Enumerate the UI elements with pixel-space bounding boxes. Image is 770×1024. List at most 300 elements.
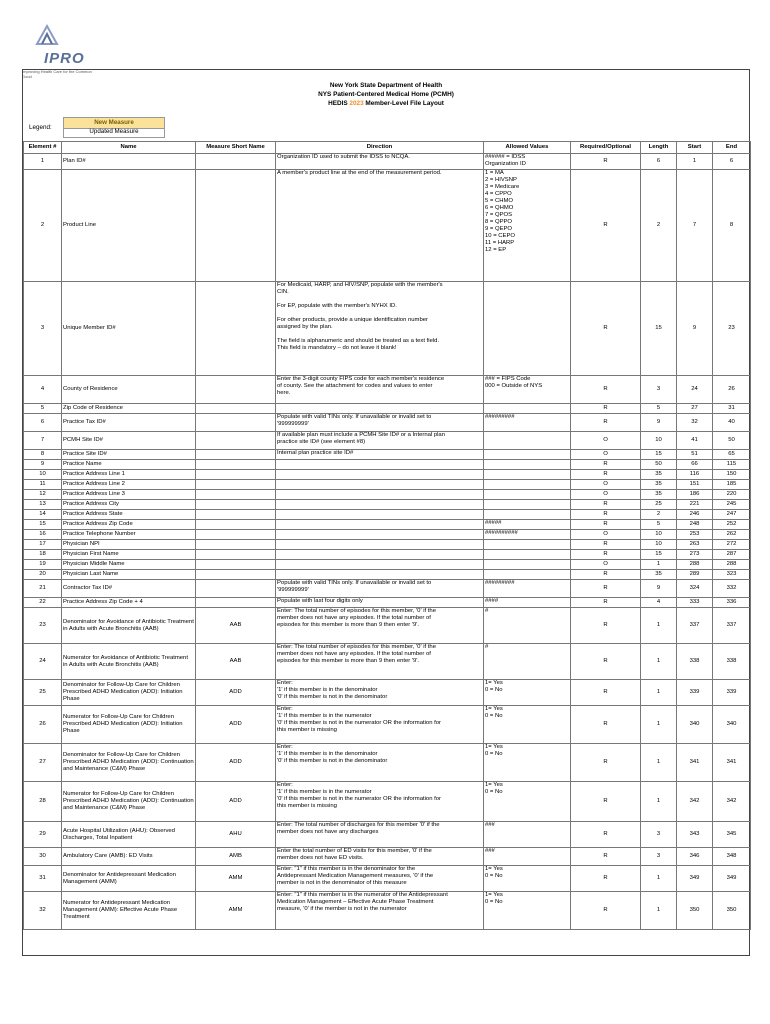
- cell-start: 9: [677, 282, 713, 376]
- cell-length: 1: [641, 892, 677, 930]
- table-row: [24, 510, 751, 520]
- cell-allowed-values-line: ### = FIPS Code: [485, 376, 531, 382]
- cell-element-number: 25: [24, 680, 62, 706]
- cell-required-optional: R: [571, 414, 641, 432]
- cell-allowed-values-line: 000 = Outside of NYS: [485, 383, 543, 389]
- cell-end: 338: [713, 644, 751, 680]
- cell-length: 1: [641, 866, 677, 892]
- cell-length: 4: [641, 598, 677, 608]
- cell-short-name: [196, 540, 276, 550]
- cell-name: Denominator for Antidepressant Medication Management (AMM): [62, 866, 196, 892]
- ipro-logo-mark-icon: [34, 22, 60, 48]
- cell-start: 324: [677, 580, 713, 598]
- cell-allowed-values-line: 7 = QPOS: [485, 212, 513, 218]
- cell-allowed-values: [484, 414, 571, 432]
- cell-end: 247: [713, 510, 751, 520]
- cell-direction: [276, 500, 484, 510]
- header-year: 2023: [349, 100, 364, 107]
- cell-end: 23: [713, 282, 751, 376]
- cell-short-name: [196, 460, 276, 470]
- cell-name: PCMH Site ID#: [62, 432, 196, 450]
- cell-element-number: 29: [24, 822, 62, 848]
- cell-short-name: AAB: [196, 644, 276, 680]
- cell-end: 6: [713, 154, 751, 170]
- cell-direction-line: Populate with last four digits only: [277, 598, 363, 604]
- cell-required-optional: R: [571, 892, 641, 930]
- cell-start: 7: [677, 170, 713, 282]
- cell-allowed-values: [484, 706, 571, 744]
- cell-required-optional: R: [571, 608, 641, 644]
- cell-required-optional: R: [571, 510, 641, 520]
- table-row: [24, 460, 751, 470]
- cell-name: Acute Hospital Utilization (AHU): Observed Discharges, Total Inpatient: [62, 822, 196, 848]
- cell-end: 288: [713, 560, 751, 570]
- cell-direction-line: here.: [277, 390, 291, 396]
- cell-start: 186: [677, 490, 713, 500]
- cell-direction-line: member does not have ED visits.: [277, 855, 364, 861]
- cell-end: 220: [713, 490, 751, 500]
- cell-direction-line: '1' if this member is in the numerator: [277, 789, 372, 795]
- cell-allowed-values: [484, 540, 571, 550]
- cell-allowed-values: [484, 608, 571, 644]
- cell-length: 10: [641, 540, 677, 550]
- cell-allowed-values-line: 0 = No: [485, 899, 503, 905]
- cell-direction: [276, 376, 484, 404]
- cell-allowed-values: [484, 580, 571, 598]
- cell-short-name: [196, 154, 276, 170]
- cell-length: 5: [641, 520, 677, 530]
- table-row: [24, 414, 751, 432]
- cell-direction-line: member does not have any episodes. If the total number of: [277, 651, 431, 657]
- table-row: [24, 892, 751, 930]
- cell-direction: [276, 450, 484, 460]
- cell-direction-line: Enter:: [277, 744, 293, 750]
- cell-allowed-values: [484, 376, 571, 404]
- cell-required-optional: R: [571, 570, 641, 580]
- cell-direction: [276, 530, 484, 540]
- cell-end: 349: [713, 866, 751, 892]
- table-header-row: [24, 142, 751, 154]
- cell-direction-line: Organization ID used to submit the IDSS to NCQA.: [277, 154, 410, 160]
- cell-required-optional: R: [571, 782, 641, 822]
- cell-short-name: ADD: [196, 680, 276, 706]
- cell-allowed-values-line: #########: [485, 580, 515, 586]
- cell-direction-line: '0' if this member is not in the denominator: [277, 694, 388, 700]
- cell-required-optional: R: [571, 822, 641, 848]
- table-row: [24, 432, 751, 450]
- cell-allowed-values-line: 1= Yes: [485, 744, 503, 750]
- cell-direction-line: If available plan must include a PCMH Site ID# or a Internal plan: [277, 432, 445, 438]
- cell-direction-line: this member is missing: [277, 727, 337, 733]
- cell-end: 350: [713, 892, 751, 930]
- cell-start: 24: [677, 376, 713, 404]
- cell-element-number: 16: [24, 530, 62, 540]
- cell-element-number: 26: [24, 706, 62, 744]
- cell-allowed-values: [484, 644, 571, 680]
- cell-element-number: 24: [24, 644, 62, 680]
- cell-direction-line: Medication Management – Effective Acute Phase Treatment: [277, 899, 434, 905]
- cell-short-name: [196, 560, 276, 570]
- cell-element-number: 12: [24, 490, 62, 500]
- cell-direction-line: episodes for this member is more than 9 then enter '9'.: [277, 622, 420, 628]
- cell-direction: [276, 510, 484, 520]
- cell-length: 5: [641, 404, 677, 414]
- cell-direction: [276, 170, 484, 282]
- cell-direction-line: '0' if this member is not in the denominator: [277, 758, 388, 764]
- cell-allowed-values-line: 0 = No: [485, 751, 503, 757]
- cell-allowed-values-line: 1= Yes: [485, 706, 503, 712]
- cell-length: 1: [641, 608, 677, 644]
- cell-start: 246: [677, 510, 713, 520]
- cell-length: 15: [641, 450, 677, 460]
- cell-direction: [276, 822, 484, 848]
- cell-direction: [276, 404, 484, 414]
- cell-start: 32: [677, 414, 713, 432]
- cell-direction: [276, 892, 484, 930]
- cell-length: 2: [641, 510, 677, 520]
- cell-direction-line: Populate with valid TINs only. If unavailable or invalid set to: [277, 580, 432, 586]
- cell-start: 341: [677, 744, 713, 782]
- cell-allowed-values: [484, 500, 571, 510]
- cell-allowed-values: [484, 866, 571, 892]
- cell-direction: [276, 706, 484, 744]
- cell-name: Denominator for Follow-Up Care for Children Prescribed ADHD Medication (ADD): Initiation Phase: [62, 680, 196, 706]
- cell-direction-line: Enter: The total number of discharges for this member '0' if the: [277, 822, 440, 828]
- col-header-required-optional: Required/Optional: [571, 142, 641, 154]
- header-line-3: [23, 100, 749, 107]
- cell-direction: [276, 414, 484, 432]
- cell-allowed-values: [484, 404, 571, 414]
- cell-allowed-values-line: ###### = IDSS: [485, 154, 526, 160]
- cell-required-optional: R: [571, 744, 641, 782]
- cell-direction: [276, 470, 484, 480]
- cell-short-name: ADD: [196, 782, 276, 822]
- cell-direction: [276, 540, 484, 550]
- cell-element-number: 14: [24, 510, 62, 520]
- cell-direction: [276, 282, 484, 376]
- cell-direction-line: Antidepressant Medication Management measures, '0' if the: [277, 873, 434, 879]
- cell-short-name: [196, 490, 276, 500]
- table-row: [24, 480, 751, 490]
- cell-start: 342: [677, 782, 713, 822]
- cell-required-optional: R: [571, 520, 641, 530]
- cell-end: 341: [713, 744, 751, 782]
- cell-name: Product Line: [62, 170, 196, 282]
- cell-direction-line: Enter the total number of ED visits for this member, '0' if the: [277, 848, 432, 854]
- cell-direction: [276, 570, 484, 580]
- cell-element-number: 2: [24, 170, 62, 282]
- cell-element-number: 11: [24, 480, 62, 490]
- cell-start: 339: [677, 680, 713, 706]
- cell-direction-line: practice site ID# (see element #8): [277, 439, 366, 445]
- cell-direction-line: member does not have any episodes. If the total number of: [277, 615, 431, 621]
- legend-label: Legend:: [29, 124, 52, 131]
- cell-end: 50: [713, 432, 751, 450]
- cell-element-number: 18: [24, 550, 62, 560]
- cell-element-number: 21: [24, 580, 62, 598]
- cell-name: Practice Name: [62, 460, 196, 470]
- cell-length: 15: [641, 282, 677, 376]
- cell-required-optional: R: [571, 404, 641, 414]
- cell-allowed-values: [484, 598, 571, 608]
- cell-direction-line: episodes for this member is more than 9 then enter '9'.: [277, 658, 420, 664]
- col-header-end: End: [713, 142, 751, 154]
- table-row: [24, 470, 751, 480]
- cell-short-name: [196, 404, 276, 414]
- cell-end: 340: [713, 706, 751, 744]
- cell-start: 1: [677, 154, 713, 170]
- cell-allowed-values-line: 5 = CHMO: [485, 198, 513, 204]
- cell-end: 26: [713, 376, 751, 404]
- cell-allowed-values-line: ####: [485, 598, 499, 604]
- cell-required-optional: R: [571, 460, 641, 470]
- table-row: [24, 560, 751, 570]
- cell-length: 15: [641, 550, 677, 560]
- cell-allowed-values-line: 10 = CEPO: [485, 233, 515, 239]
- cell-direction: [276, 480, 484, 490]
- cell-allowed-values-line: 6 = QHMO: [485, 205, 514, 211]
- cell-start: 343: [677, 822, 713, 848]
- cell-element-number: 13: [24, 500, 62, 510]
- cell-required-optional: R: [571, 644, 641, 680]
- cell-required-optional: O: [571, 490, 641, 500]
- cell-length: 35: [641, 480, 677, 490]
- col-header-direction: Direction: [276, 142, 484, 154]
- cell-allowed-values: [484, 782, 571, 822]
- cell-direction-line: assigned by the plan.: [277, 324, 333, 330]
- cell-start: 248: [677, 520, 713, 530]
- cell-end: 40: [713, 414, 751, 432]
- cell-end: 115: [713, 460, 751, 470]
- table-row: [24, 598, 751, 608]
- table-row: [24, 782, 751, 822]
- table-row: [24, 404, 751, 414]
- cell-name: Denominator for Follow-Up Care for Children Prescribed ADHD Medication (ADD): Continuation and Maintenance (C&M) Phase: [62, 744, 196, 782]
- col-header-length: Length: [641, 142, 677, 154]
- cell-direction: [276, 644, 484, 680]
- cell-required-optional: R: [571, 580, 641, 598]
- col-header-start: Start: [677, 142, 713, 154]
- cell-allowed-values-line: 0 = No: [485, 713, 503, 719]
- layout-table: [23, 141, 751, 930]
- cell-allowed-values: [484, 282, 571, 376]
- cell-allowed-values-line: 1= Yes: [485, 866, 503, 872]
- cell-name: Unique Member ID#: [62, 282, 196, 376]
- cell-end: 348: [713, 848, 751, 866]
- cell-element-number: 30: [24, 848, 62, 866]
- table-row: [24, 170, 751, 282]
- cell-start: 221: [677, 500, 713, 510]
- cell-required-optional: O: [571, 450, 641, 460]
- cell-allowed-values: [484, 822, 571, 848]
- cell-element-number: 32: [24, 892, 62, 930]
- cell-allowed-values: [484, 570, 571, 580]
- cell-start: 41: [677, 432, 713, 450]
- cell-direction: [276, 866, 484, 892]
- cell-name: Plan ID#: [62, 154, 196, 170]
- cell-element-number: 10: [24, 470, 62, 480]
- cell-short-name: ADD: [196, 744, 276, 782]
- cell-direction-line: Enter: The total number of episodes for this member, '0' if the: [277, 608, 436, 614]
- cell-start: 288: [677, 560, 713, 570]
- cell-short-name: [196, 450, 276, 460]
- cell-direction: [276, 490, 484, 500]
- cell-required-optional: O: [571, 480, 641, 490]
- table-row: [24, 580, 751, 598]
- cell-length: 1: [641, 782, 677, 822]
- cell-element-number: 3: [24, 282, 62, 376]
- cell-start: 263: [677, 540, 713, 550]
- cell-start: 337: [677, 608, 713, 644]
- cell-name: Numerator for Follow-Up Care for Children Prescribed ADHD Medication (ADD): Initiation Phase: [62, 706, 196, 744]
- cell-element-number: 19: [24, 560, 62, 570]
- cell-name: Numerator for Follow-Up Care for Children Prescribed ADHD Medication (ADD): Continuation and Maintenance (C&M) Phase: [62, 782, 196, 822]
- cell-short-name: AMB: [196, 848, 276, 866]
- table-row: [24, 520, 751, 530]
- table-row: [24, 282, 751, 376]
- cell-element-number: 20: [24, 570, 62, 580]
- cell-required-optional: R: [571, 470, 641, 480]
- cell-direction: [276, 744, 484, 782]
- cell-direction: [276, 580, 484, 598]
- cell-direction-line: A member's product line at the end of the measurement period.: [277, 170, 442, 176]
- cell-length: 1: [641, 706, 677, 744]
- cell-direction-line: '0' if this member is not in the numerator OR the information for: [277, 720, 441, 726]
- table-row: [24, 608, 751, 644]
- cell-start: 27: [677, 404, 713, 414]
- cell-short-name: [196, 550, 276, 560]
- cell-element-number: 5: [24, 404, 62, 414]
- cell-allowed-values-line: 1= Yes: [485, 680, 503, 686]
- cell-direction: [276, 598, 484, 608]
- cell-direction-line: Enter:: [277, 706, 293, 712]
- cell-direction-line: Enter: The total number of episodes for this member, '0' if the: [277, 644, 436, 650]
- cell-required-optional: O: [571, 530, 641, 540]
- cell-allowed-values-line: 0 = No: [485, 687, 503, 693]
- cell-start: 333: [677, 598, 713, 608]
- cell-short-name: [196, 414, 276, 432]
- cell-allowed-values-line: ###: [485, 848, 495, 854]
- table-row: [24, 570, 751, 580]
- cell-end: 287: [713, 550, 751, 560]
- cell-required-optional: R: [571, 598, 641, 608]
- table-row: [24, 500, 751, 510]
- header-prefix: HEDIS: [328, 100, 350, 107]
- cell-direction-line: Enter: "1" if this member is in the numerator of the Antidepressant: [277, 892, 448, 898]
- cell-allowed-values-line: #: [485, 644, 489, 650]
- cell-required-optional: O: [571, 560, 641, 570]
- cell-end: 337: [713, 608, 751, 644]
- cell-name: Practice Address Zip Code + 4: [62, 598, 196, 608]
- cell-direction-line: Internal plan practice site ID#: [277, 450, 354, 456]
- cell-length: 3: [641, 376, 677, 404]
- cell-direction-line: '1' if this member is in the denominator: [277, 687, 378, 693]
- cell-direction-line: Enter: "1" if this member is in the denominator for the: [277, 866, 416, 872]
- cell-allowed-values-line: 8 = QPPO: [485, 219, 513, 225]
- cell-required-optional: R: [571, 550, 641, 560]
- cell-length: 2: [641, 170, 677, 282]
- cell-element-number: 31: [24, 866, 62, 892]
- cell-allowed-values-line: 11 = HARP: [485, 240, 515, 246]
- cell-direction: [276, 608, 484, 644]
- cell-length: 25: [641, 500, 677, 510]
- cell-name: Practice Address City: [62, 500, 196, 510]
- cell-direction: [276, 432, 484, 450]
- logo-tagline: Improving Health Care for the Common Good: [22, 69, 92, 79]
- cell-allowed-values-line: #####: [485, 520, 502, 526]
- cell-short-name: [196, 520, 276, 530]
- cell-short-name: [196, 282, 276, 376]
- cell-short-name: [196, 432, 276, 450]
- cell-end: 150: [713, 470, 751, 480]
- table-row: [24, 644, 751, 680]
- table-row: [24, 450, 751, 460]
- cell-allowed-values: [484, 560, 571, 570]
- cell-name: Physician Middle Name: [62, 560, 196, 570]
- cell-required-optional: O: [571, 432, 641, 450]
- cell-allowed-values: [484, 530, 571, 540]
- cell-direction-line: [277, 331, 482, 338]
- cell-allowed-values: [484, 154, 571, 170]
- cell-allowed-values: [484, 510, 571, 520]
- cell-direction: [276, 560, 484, 570]
- table-row: [24, 376, 751, 404]
- cell-end: 272: [713, 540, 751, 550]
- cell-element-number: 7: [24, 432, 62, 450]
- legend-new-measure: New Measure: [63, 117, 165, 129]
- cell-length: 10: [641, 432, 677, 450]
- col-header-short-name: Measure Short Name: [196, 142, 276, 154]
- cell-element-number: 28: [24, 782, 62, 822]
- table-row: [24, 550, 751, 560]
- cell-direction-line: of county. See the attachment for codes and values to enter: [277, 383, 433, 389]
- cell-direction-line: Enter:: [277, 782, 293, 788]
- cell-end: 185: [713, 480, 751, 490]
- col-header-element: Element #: [24, 142, 62, 154]
- cell-short-name: ADD: [196, 706, 276, 744]
- table-row: [24, 866, 751, 892]
- table-row: [24, 490, 751, 500]
- header-suffix: Member-Level File Layout: [363, 100, 444, 107]
- table-row: [24, 848, 751, 866]
- cell-direction-line: this member is missing: [277, 803, 337, 809]
- cell-required-optional: R: [571, 680, 641, 706]
- cell-short-name: [196, 530, 276, 540]
- cell-allowed-values-line: 1= Yes: [485, 782, 503, 788]
- cell-required-optional: R: [571, 866, 641, 892]
- cell-allowed-values-line: 9 = QEPO: [485, 226, 513, 232]
- cell-name: Practice Address Zip Code: [62, 520, 196, 530]
- cell-short-name: AAB: [196, 608, 276, 644]
- cell-direction-line: For other products, provide a unique identification number: [277, 317, 428, 323]
- cell-name: County of Residence: [62, 376, 196, 404]
- cell-start: 66: [677, 460, 713, 470]
- cell-direction-line: [277, 310, 482, 317]
- cell-end: 65: [713, 450, 751, 460]
- cell-short-name: [196, 580, 276, 598]
- cell-end: 252: [713, 520, 751, 530]
- cell-name: Practice Address Line 2: [62, 480, 196, 490]
- cell-direction-line: '1' if this member is in the denominator: [277, 751, 378, 757]
- cell-start: 346: [677, 848, 713, 866]
- cell-direction: [276, 848, 484, 866]
- cell-start: 350: [677, 892, 713, 930]
- table-row: [24, 540, 751, 550]
- cell-element-number: 9: [24, 460, 62, 470]
- cell-required-optional: R: [571, 154, 641, 170]
- cell-length: 9: [641, 580, 677, 598]
- legend-updated-measure: Updated Measure: [63, 127, 165, 138]
